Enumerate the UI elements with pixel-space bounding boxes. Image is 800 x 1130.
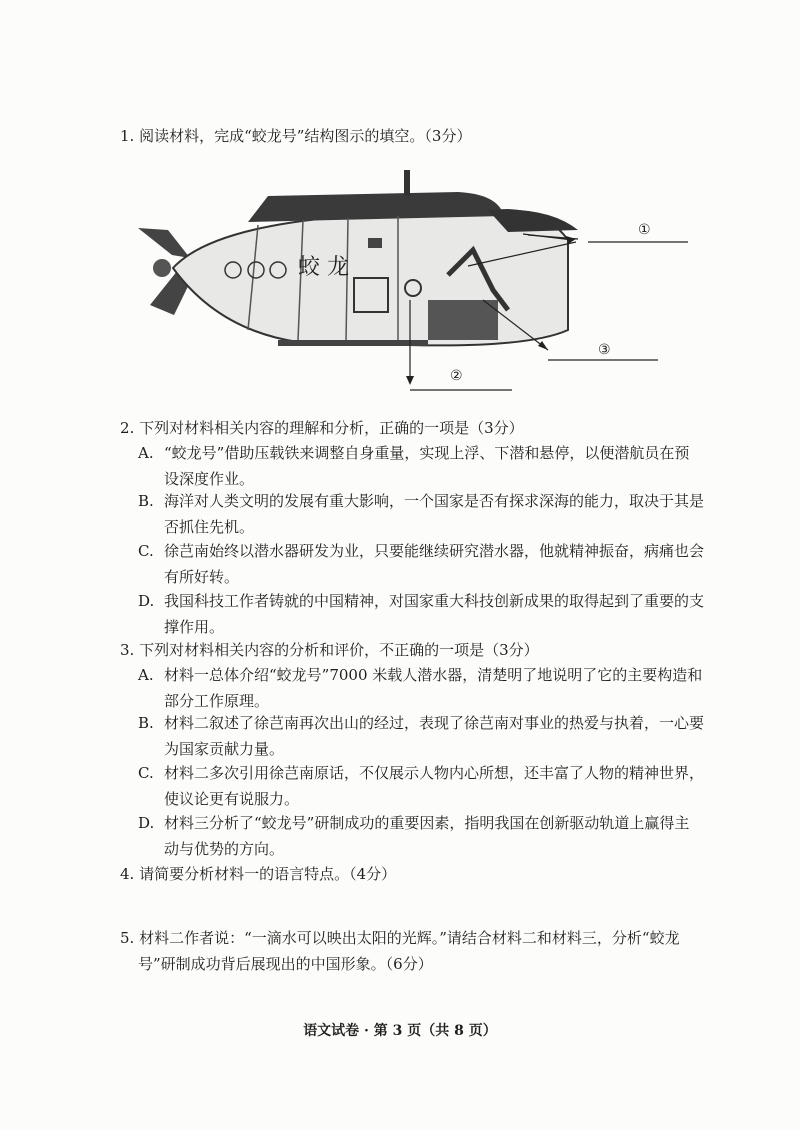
sample-basket: [428, 300, 498, 340]
option-text: 徐芑南始终以潜水器研发为业，只要能继续研究潜水器，他就精神振奋，病痛也会: [164, 542, 705, 560]
question-4: [120, 862, 396, 886]
q2-option-d: [138, 588, 718, 640]
option-text-cont: 动与优势的方向。: [164, 840, 285, 858]
blank-label-3: ③: [598, 342, 611, 358]
option-text-cont: 为国家贡献力量。: [164, 740, 285, 758]
question-5-cont: [138, 952, 433, 976]
q2-option-a: [138, 440, 718, 492]
option-label: B.: [138, 492, 154, 510]
question-stem: 下列对材料相关内容的分析和评价，不正确的一项是（3分）: [139, 641, 539, 659]
question-number: 3.: [120, 641, 135, 659]
submersible-figure: [128, 170, 688, 400]
option-label: A.: [138, 666, 154, 684]
q2-option-c: [138, 538, 718, 590]
q2-option-b: [138, 488, 718, 540]
q3-option-d: [138, 810, 718, 862]
blank-label-1: ①: [638, 222, 651, 238]
question-number: 5.: [120, 929, 135, 947]
option-label: D.: [138, 592, 155, 610]
question-number: 1.: [120, 127, 135, 145]
option-text: “蛟龙号”借助压载铁来调整自身重量，实现上浮、下潜和悬停，以便潜航员在预: [164, 444, 690, 462]
option-label: C.: [138, 764, 154, 782]
option-text-cont: 有所好转。: [164, 568, 240, 586]
q3-option-b: [138, 710, 718, 762]
hull-lettering: 蛟 龙: [298, 255, 349, 280]
propeller: [153, 259, 171, 277]
upper-tail-fin: [138, 228, 190, 258]
option-label: A.: [138, 444, 154, 462]
option-text-cont: 使议论更有说服力。: [164, 790, 300, 808]
question-number: 2.: [120, 419, 135, 437]
page-footer: 语文试卷 · 第 3 页（共 8 页）: [303, 1023, 497, 1039]
question-number: 4.: [120, 865, 135, 883]
question-1: [120, 124, 471, 148]
option-label: B.: [138, 714, 154, 732]
question-text: 阅读材料，完成“蛟龙号”结构图示的填空。（3分）: [139, 127, 472, 145]
option-text: 材料二叙述了徐芑南再次出山的经过，表现了徐芑南对事业的热爱与执着，一心要: [164, 714, 705, 732]
question-text-cont: 号”研制成功背后展现出的中国形象。（6分）: [138, 955, 433, 973]
option-text: 海洋对人类文明的发展有重大影响，一个国家是否有探求深海的能力，取决于其是: [164, 492, 705, 510]
mast: [404, 170, 410, 196]
question-stem: 下列对材料相关内容的理解和分析，正确的一项是（3分）: [139, 419, 524, 437]
question-3: [120, 638, 539, 662]
option-text-cont: 撑作用。: [164, 618, 225, 636]
question-2: [120, 416, 524, 440]
q3-option-c: [138, 760, 718, 812]
option-text: 我国科技工作者铸就的中国精神，对国家重大科技创新成果的取得起到了重要的支: [164, 592, 705, 610]
q3-option-a: [138, 662, 718, 714]
question-text: 材料二作者说：“一滴水可以映出太阳的光辉。”请结合材料二和材料三，分析“蛟龙: [139, 929, 680, 947]
option-text: 材料一总体介绍“蛟龙号”7000 米载人潜水器，清楚明了地说明了它的主要构造和: [164, 666, 703, 684]
question-text: 请简要分析材料一的语言特点。（4分）: [139, 865, 397, 883]
option-text-cont: 部分工作原理。: [164, 692, 270, 710]
option-text: 材料二多次引用徐芑南原话，不仅展示人物内心所想，还丰富了人物的精神世界，: [164, 764, 705, 782]
option-label: C.: [138, 542, 154, 560]
option-text-cont: 否抓住先机。: [164, 518, 255, 536]
blank-label-2: ②: [450, 368, 463, 384]
option-text: 材料三分析了“蛟龙号”研制成功的重要因素，指明我国在创新驱动轨道上赢得主: [164, 814, 690, 832]
option-label: D.: [138, 814, 155, 832]
question-5: [120, 926, 680, 950]
option-text-cont: 设深度作业。: [164, 470, 255, 488]
